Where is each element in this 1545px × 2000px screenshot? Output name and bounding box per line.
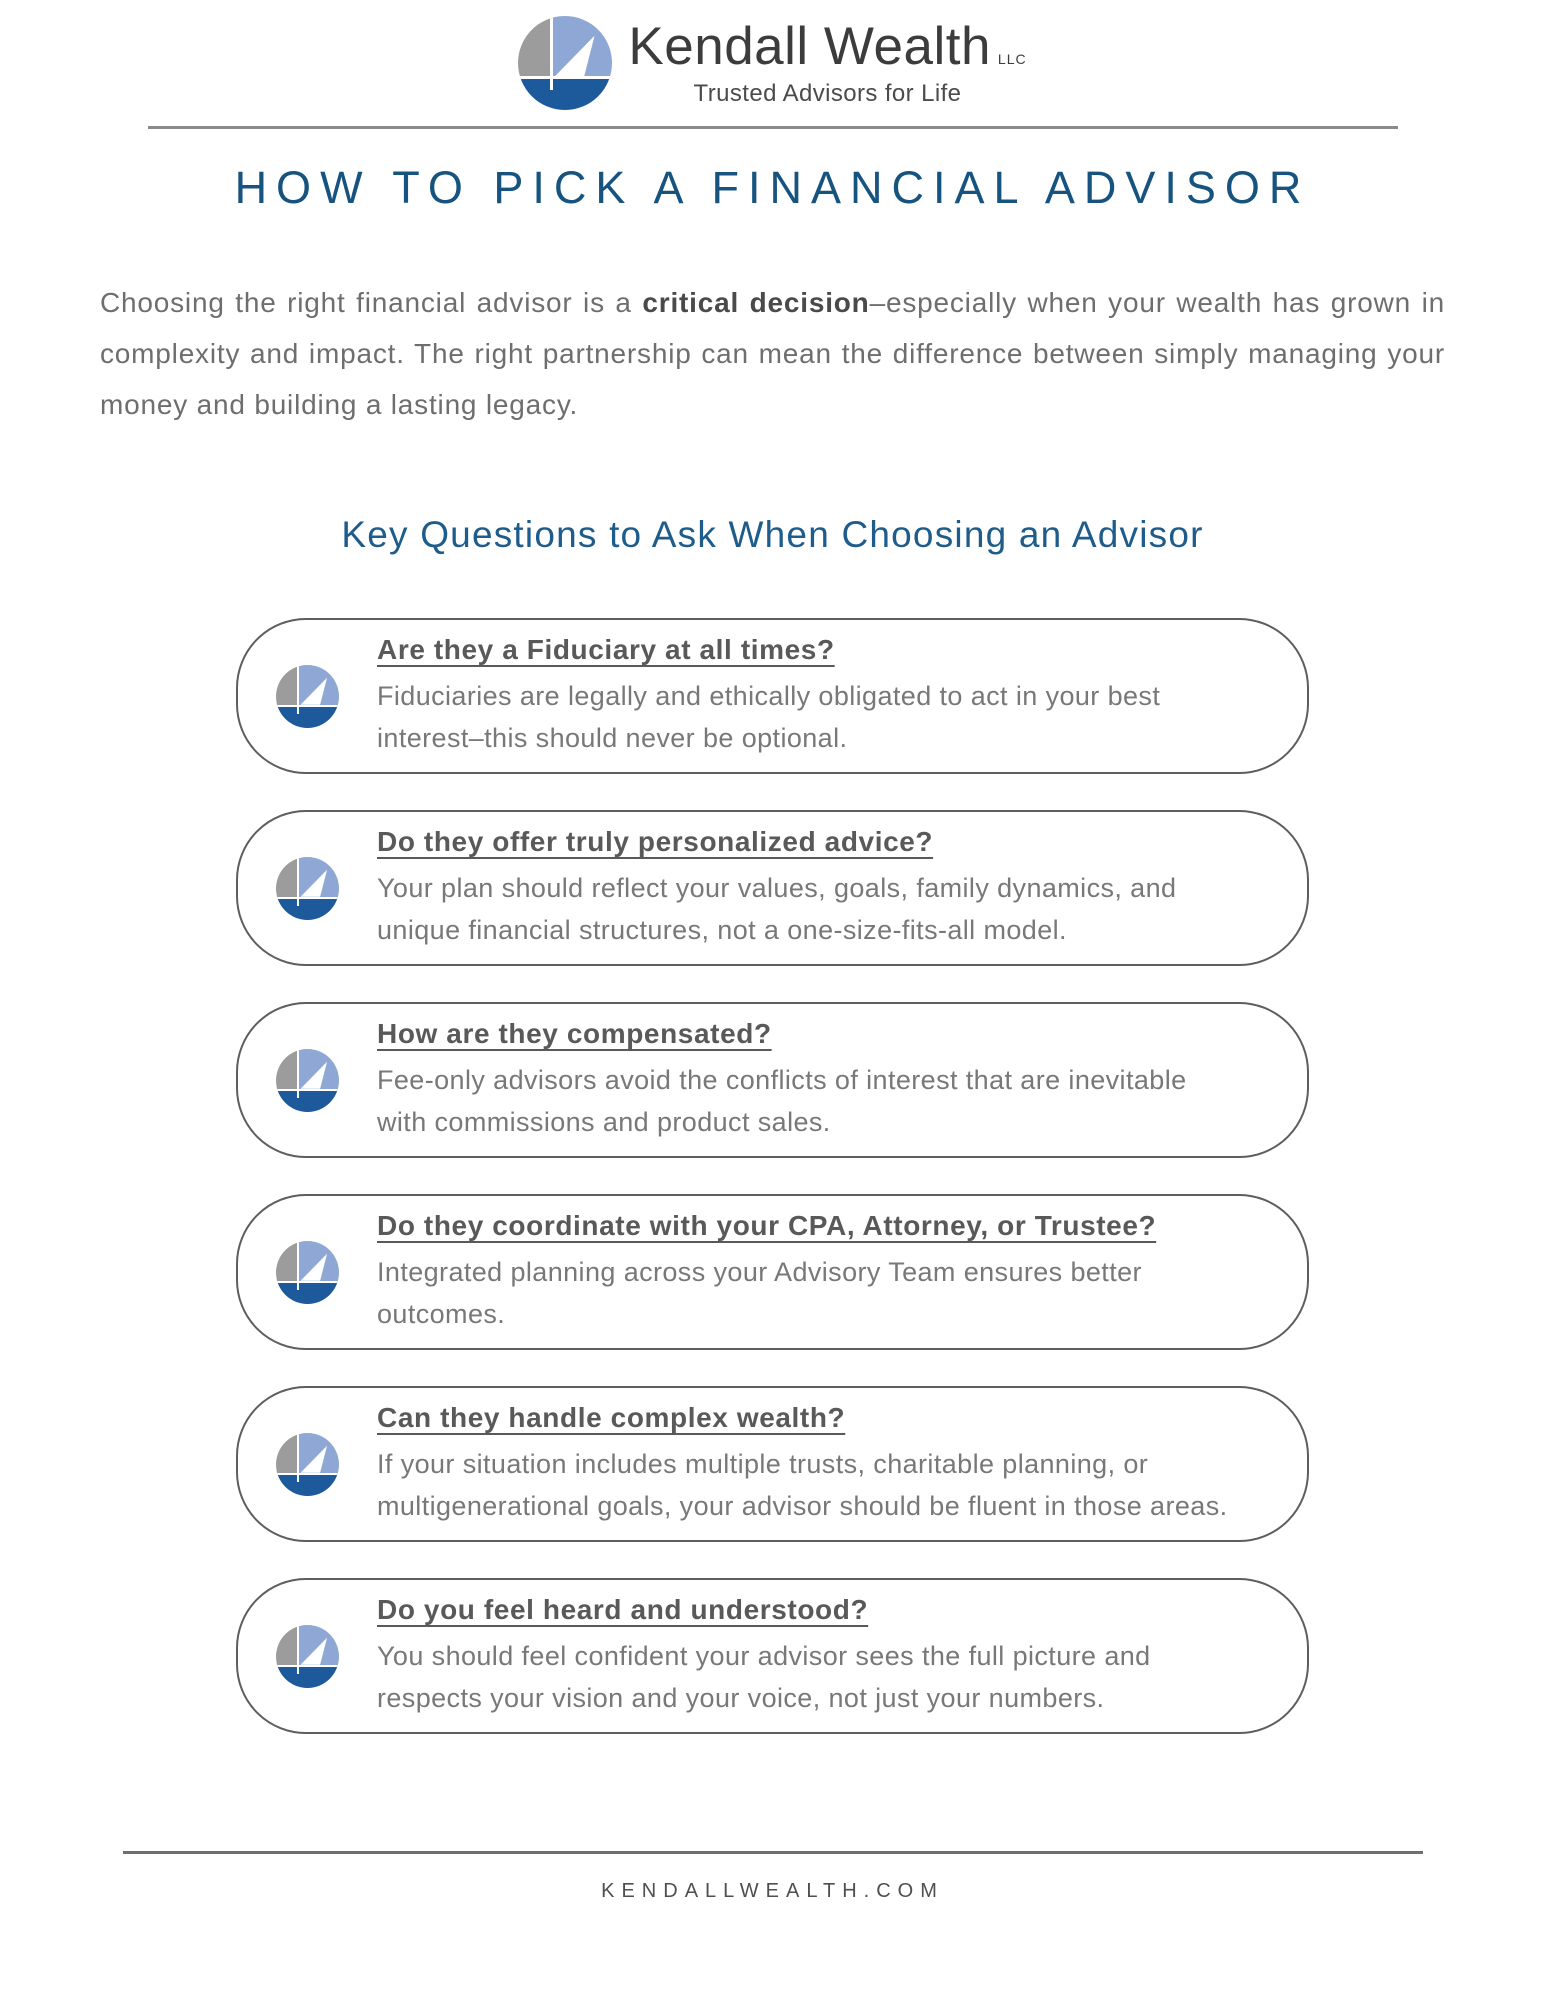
question-body-line: Integrated planning across your Advisory Team ensures better	[377, 1256, 1142, 1287]
question-body-line: with commissions and product sales.	[377, 1106, 831, 1137]
question-body-line: If your situation includes multiple trusts, charitable planning, or	[377, 1448, 1149, 1479]
brand-suffix: LLC	[997, 50, 1027, 67]
footer	[0, 1851, 1545, 1903]
intro-text-post: –especially when your wealth has grown in complexity and impact. The right partnership can mean the difference between simply managing your money and building a lasting legacy.	[100, 287, 1445, 420]
brand-tagline: Trusted Advisors for Life	[693, 79, 962, 107]
intro-text-pre: Choosing the right financial advisor is a	[100, 287, 643, 318]
question-title: Do you feel heard and understood?	[377, 1593, 869, 1625]
kendall-sailboat-bullet-icon	[276, 1241, 339, 1304]
header-divider	[148, 126, 1398, 129]
question-card-coordination	[236, 1194, 1309, 1350]
question-card-complex-wealth	[236, 1386, 1309, 1542]
footer-divider	[123, 1851, 1423, 1854]
question-body	[377, 1443, 1228, 1527]
question-body-line: interest–this should never be optional.	[377, 722, 848, 753]
question-title: Do they coordinate with your CPA, Attorney, or Trustee?	[377, 1209, 1157, 1241]
question-body-line: multigenerational goals, your advisor should be fluent in those areas.	[377, 1490, 1228, 1521]
question-body-line: outcomes.	[377, 1298, 506, 1329]
section-heading: Key Questions to Ask When Choosing an Advisor	[341, 514, 1204, 555]
page-title: HOW TO PICK A FINANCIAL ADVISOR	[234, 162, 1311, 213]
question-body-line: Fee-only advisors avoid the conflicts of interest that are inevitable	[377, 1064, 1187, 1095]
question-card-compensation	[236, 1002, 1309, 1158]
kendall-sailboat-bullet-icon	[276, 1049, 339, 1112]
question-body-line: unique financial structures, not a one-size-fits-all model.	[377, 914, 1067, 945]
kendall-sailboat-bullet-icon	[276, 1433, 339, 1496]
question-body	[377, 1251, 1156, 1335]
question-body	[377, 867, 1176, 951]
question-card-list	[0, 618, 1545, 1734]
question-body	[377, 1635, 1151, 1719]
intro-text-bold: critical decision	[642, 287, 870, 318]
question-title: How are they compensated?	[377, 1017, 772, 1049]
header	[0, 0, 1545, 129]
question-card-heard-understood	[236, 1578, 1309, 1734]
brand-logo	[518, 16, 1026, 110]
question-body-line: Fiduciaries are legally and ethically obligated to act in your best	[377, 680, 1161, 711]
brand-logo-text	[628, 18, 1026, 107]
question-title: Can they handle complex wealth?	[377, 1401, 846, 1433]
brand-name: Kendall Wealth	[628, 17, 991, 77]
kendall-sailboat-bullet-icon	[276, 857, 339, 920]
question-body-line: Your plan should reflect your values, goals, family dynamics, and	[377, 872, 1177, 903]
question-body	[377, 1059, 1187, 1143]
question-title: Do they offer truly personalized advice?	[377, 825, 934, 857]
website-text: KENDALLWEALTH.COM	[601, 1880, 944, 1902]
question-body	[377, 675, 1160, 759]
question-card-personalized-advice	[236, 810, 1309, 966]
question-card-fiduciary	[236, 618, 1309, 774]
kendall-sailboat-logo-icon	[518, 16, 612, 110]
kendall-sailboat-bullet-icon	[276, 1625, 339, 1688]
kendall-sailboat-bullet-icon	[276, 665, 339, 728]
question-body-line: You should feel confident your advisor sees the full picture and	[377, 1640, 1151, 1671]
question-title: Are they a Fiduciary at all times?	[377, 633, 835, 665]
question-body-line: respects your vision and your voice, not just your numbers.	[377, 1682, 1105, 1713]
intro-paragraph	[100, 277, 1445, 430]
